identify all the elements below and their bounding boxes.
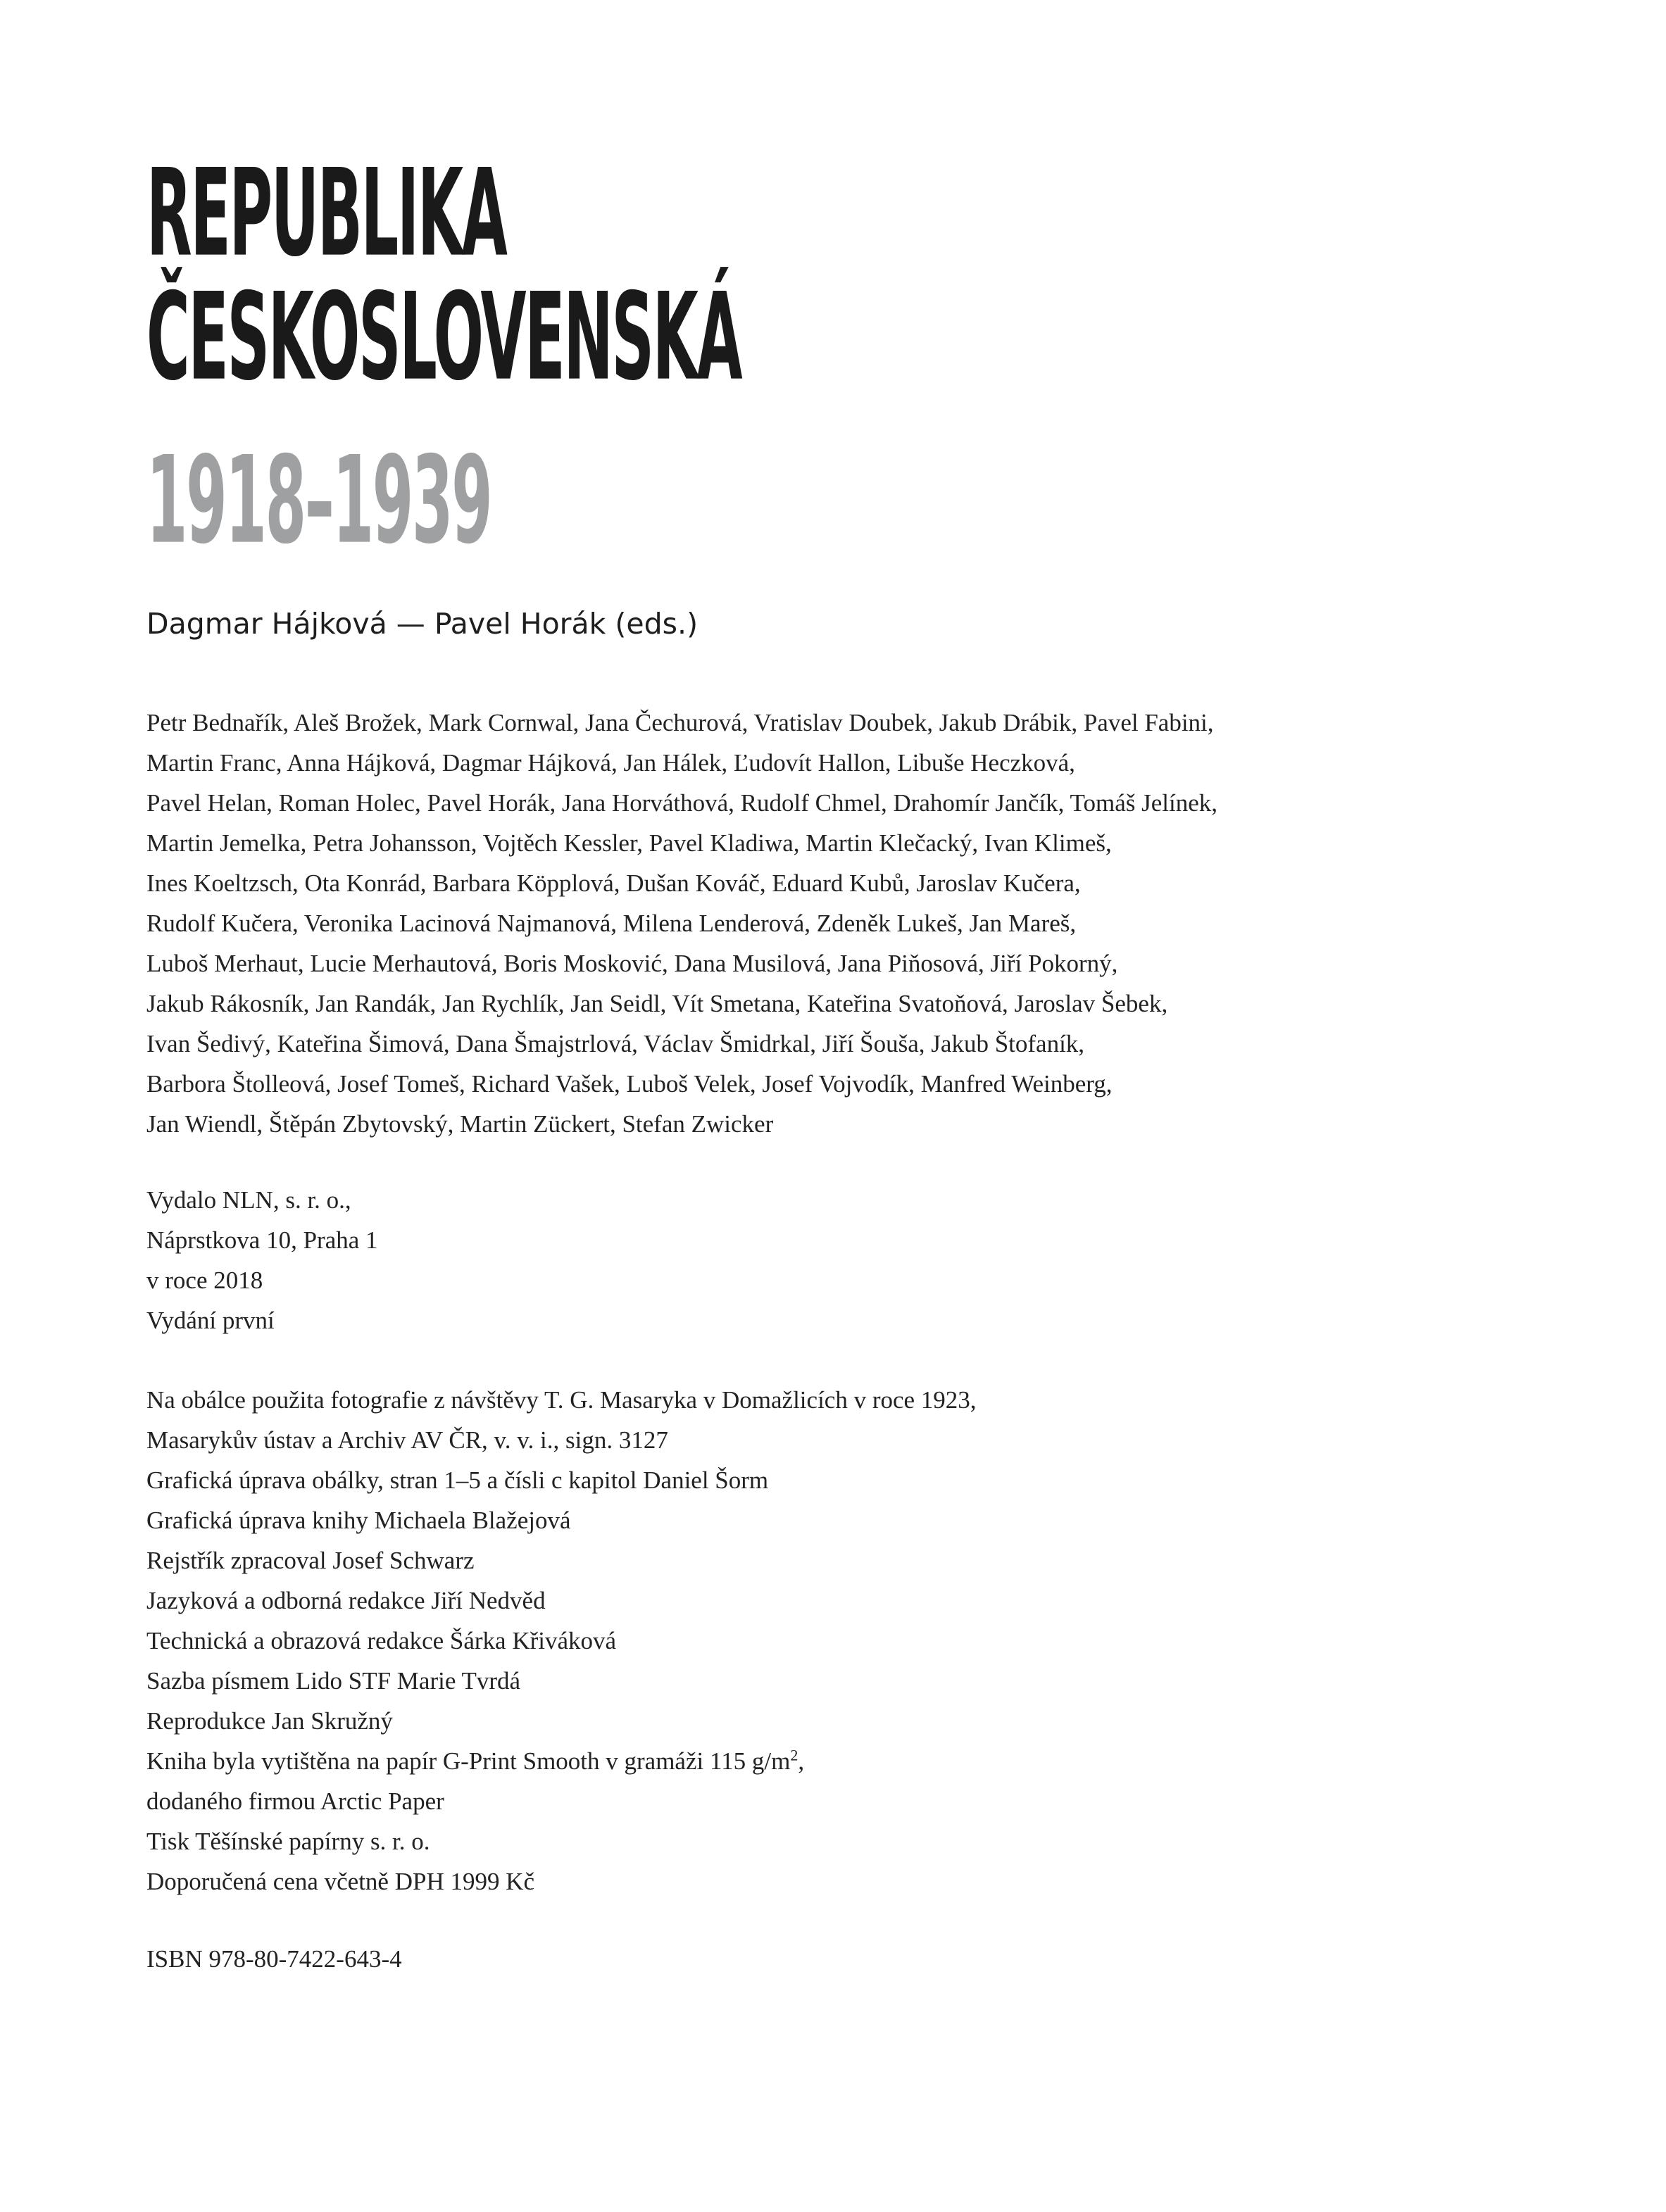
- editors-line: Dagmar Hájková — Pavel Horák (eds.): [146, 607, 699, 641]
- credit-line: Tisk Těšínské papírny s. r. o.: [146, 1828, 430, 1855]
- contributors-line: Petr Bednařík, Aleš Brožek, Mark Cornwal, Jana Čechurová, Vratislav Doubek, Jakub Drábik, Pavel Fabini,: [146, 709, 1214, 736]
- paper-unit-exponent: 2: [790, 1746, 798, 1764]
- credit-line: Technická a obrazová redakce Šárka Křiváková: [146, 1627, 617, 1654]
- credit-line-paper: [146, 1741, 977, 1781]
- credit-line: Jazyková a odborná redakce Jiří Nedvěd: [146, 1587, 546, 1614]
- credit-line: Grafická úprava knihy Michaela Blažejová: [146, 1507, 571, 1534]
- publisher-line: Vydání první: [146, 1307, 275, 1334]
- credit-line: Sazba písmem Lido STF Marie Tvrdá: [146, 1667, 521, 1695]
- paper-text: Kniha byla vytištěna na papír G-Print Smooth v gramáži 115 g/m: [146, 1747, 791, 1775]
- publisher-line: v roce 2018: [146, 1267, 263, 1294]
- paper-unit-suffix: ,: [798, 1747, 805, 1775]
- contributors-line: Ines Koeltzsch, Ota Konrád, Barbara Köpplová, Dušan Kováč, Eduard Kubů, Jaroslav Kučera,: [146, 869, 1081, 897]
- production-credits: [146, 1380, 977, 1902]
- book-title-years: 1918–1939: [146, 431, 491, 571]
- contributors-line: Martin Jemelka, Petra Johansson, Vojtěch Kessler, Pavel Kladiwa, Martin Klečacký, Ivan Klimeš,: [146, 829, 1112, 857]
- credit-line: Doporučená cena včetně DPH 1999 Kč: [146, 1868, 535, 1895]
- contributors-line: Jan Wiendl, Štěpán Zbytovský, Martin Zückert, Stefan Zwicker: [146, 1110, 774, 1138]
- contributors-line: Martin Franc, Anna Hájková, Dagmar Hájková, Jan Hálek, Ľudovít Hallon, Libuše Heczková,: [146, 749, 1075, 777]
- contributors-line: Jakub Rákosník, Jan Randák, Jan Rychlík, Jan Seidl, Vít Smetana, Kateřina Svatoňová, Jaroslav Šebek,: [146, 990, 1168, 1017]
- book-title-line-2: ČESKOSLOVENSKÁ: [146, 268, 741, 408]
- contributors-line: Pavel Helan, Roman Holec, Pavel Horák, Jana Horváthová, Rudolf Chmel, Drahomír Jančík, Tomáš Jelínek,: [146, 789, 1217, 817]
- contributors-line: Rudolf Kučera, Veronika Lacinová Najmanová, Milena Lenderová, Zdeněk Lukeš, Jan Mareš,: [146, 910, 1077, 937]
- contributors-line: Barbora Štolleová, Josef Tomeš, Richard Vašek, Luboš Velek, Josef Vojvodík, Manfred Weinberg,: [146, 1070, 1113, 1098]
- credit-line: Reprodukce Jan Skružný: [146, 1707, 393, 1735]
- publisher-line: Vydalo NLN, s. r. o.,: [146, 1186, 351, 1214]
- credit-line: Na obálce použita fotografie z návštěvy T. G. Masaryka v Domažlicích v roce 1923,: [146, 1386, 977, 1414]
- contributors-list: [146, 703, 1217, 1144]
- publisher-info: [146, 1180, 378, 1340]
- credit-line: Rejstřík zpracoval Josef Schwarz: [146, 1547, 475, 1574]
- contributors-line: Ivan Šedivý, Kateřina Šimová, Dana Šmajstrlová, Václav Šmidrkal, Jiří Šouša, Jakub Štofaník,: [146, 1030, 1085, 1057]
- publisher-line: Náprstkova 10, Praha 1: [146, 1226, 378, 1254]
- contributors-line: Luboš Merhaut, Lucie Merhautová, Boris Mosković, Dana Musilová, Jana Piňosová, Jiří Pokorný,: [146, 950, 1118, 977]
- isbn-block: [146, 1939, 402, 1979]
- credit-line: Masarykův ústav a Archiv AV ČR, v. v. i., sign. 3127: [146, 1426, 668, 1454]
- credit-line: dodaného firmou Arctic Paper: [146, 1787, 444, 1815]
- credit-line: Grafická úprava obálky, stran 1–5 a čísli c kapitol Daniel Šorm: [146, 1466, 769, 1494]
- book-title-line-1: REPUBLIKA: [146, 144, 506, 284]
- isbn: ISBN 978-80-7422-643-4: [146, 1945, 402, 1973]
